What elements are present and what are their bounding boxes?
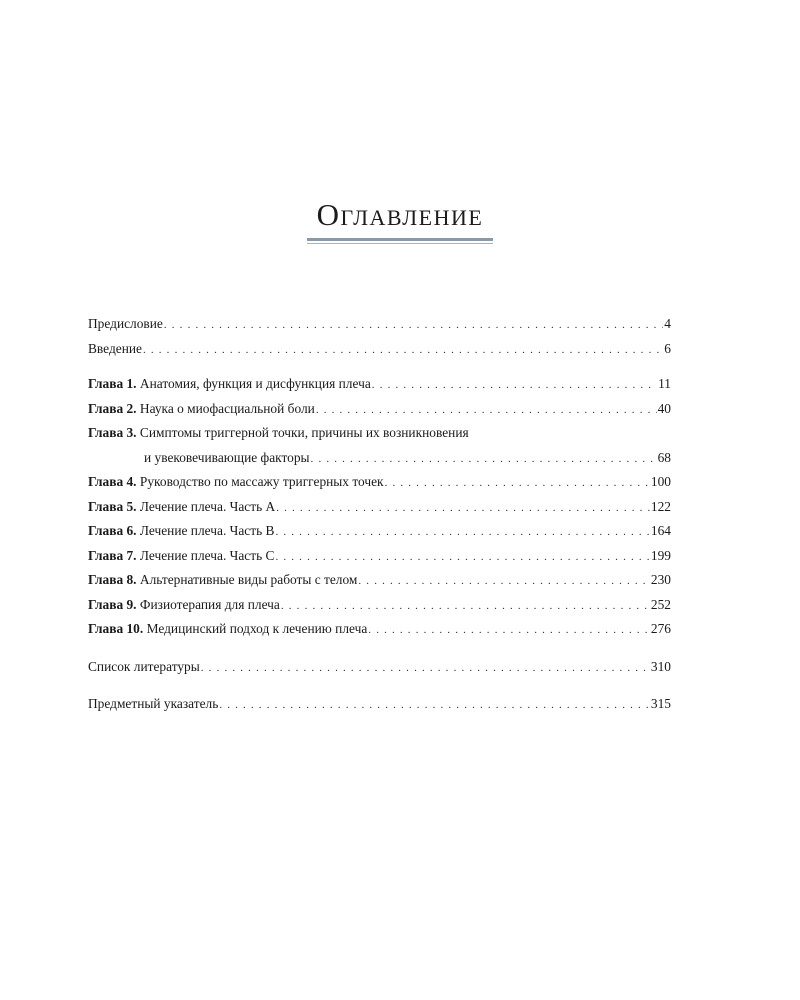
dot-leader	[219, 693, 650, 718]
toc-entry-page: 100	[650, 474, 671, 489]
toc-entry-page: 4	[664, 316, 671, 331]
chapter-prefix: Глава 3.	[88, 425, 137, 440]
toc-entry-label	[88, 495, 275, 520]
chapter-prefix: Глава 6.	[88, 523, 137, 538]
chapter-prefix: Глава 8.	[88, 572, 137, 587]
chapter-title: Руководство по массажу триггерных точек	[139, 474, 384, 489]
dot-leader	[316, 398, 657, 423]
chapter-prefix: Глава 4.	[88, 474, 137, 489]
title-underline	[307, 238, 493, 244]
dot-leader	[358, 569, 650, 594]
toc-entry-page: 276	[650, 621, 671, 636]
toc-entry-label: Предисловие	[88, 316, 163, 331]
chapter-title: Лечение плеча. Часть А	[139, 498, 276, 514]
toc-entry-chapter-2	[88, 397, 671, 422]
chapter-title: Наука о миофасциальной боли	[139, 400, 315, 416]
chapter-title: Лечение плеча. Часть С	[139, 547, 275, 563]
toc-entry-label	[88, 568, 357, 593]
chapter-title: Анатомия, функция и дисфункция плеча	[139, 376, 371, 391]
toc-entry-chapter-5	[88, 495, 671, 520]
chapter-prefix: Глава 10.	[88, 621, 144, 636]
toc-entry-page: 11	[658, 376, 671, 391]
chapter-title: Физиотерапия для плеча	[139, 596, 280, 612]
dot-leader	[201, 656, 650, 681]
toc-entry-page: 122	[650, 498, 671, 514]
toc-entry-page: 40	[657, 400, 671, 416]
toc-entry-label	[88, 593, 280, 618]
toc-entry-label	[88, 519, 274, 544]
dot-leader	[385, 471, 650, 496]
toc-entry-chapter-8	[88, 568, 671, 593]
toc-entry-label: Список литературы	[88, 658, 200, 674]
toc-entry-chapter-3-continued	[88, 446, 671, 471]
title-underline-thick	[307, 238, 493, 241]
toc-entry-introduction	[88, 337, 671, 362]
chapter-prefix: Глава 5.	[88, 498, 137, 514]
chapter-prefix: Глава 7.	[88, 547, 137, 563]
dot-leader	[275, 545, 649, 570]
toc-entry-label	[88, 544, 274, 569]
toc-entry-chapter-9	[88, 593, 671, 618]
chapter-prefix: Глава 1.	[88, 376, 137, 391]
toc-entry-chapter-3	[88, 421, 671, 446]
toc-entry-label	[88, 470, 384, 495]
table-of-contents	[88, 312, 671, 717]
chapter-prefix: Глава 2.	[88, 400, 137, 416]
dot-leader	[311, 447, 657, 472]
toc-entry-page: 230	[650, 572, 671, 587]
toc-entry-page: 315	[650, 696, 671, 711]
chapter-title-continued: и увековечивающие факторы	[144, 449, 310, 465]
title-underline-thin	[307, 243, 493, 244]
toc-entry-page: 252	[650, 596, 671, 612]
toc-entry-label: Предметный указатель	[88, 696, 219, 711]
toc-entry-chapter-10	[88, 617, 671, 642]
chapter-prefix: Глава 9.	[88, 596, 137, 612]
toc-entry-label: Введение	[88, 340, 142, 356]
dot-leader	[275, 520, 649, 545]
toc-entry-page: 199	[650, 547, 671, 563]
dot-leader	[368, 618, 650, 643]
toc-entry-index	[88, 692, 671, 717]
chapter-title: Альтернативные виды работы с телом	[139, 572, 358, 587]
dot-leader	[276, 496, 650, 521]
toc-entry-label	[88, 421, 469, 446]
toc-entry-label	[88, 617, 367, 642]
toc-entry-chapter-7	[88, 544, 671, 569]
chapter-title: Медицинский подход к лечению плеча	[146, 621, 368, 636]
dot-leader	[281, 594, 650, 619]
toc-entry-preface	[88, 312, 671, 337]
title-block	[0, 198, 800, 244]
toc-entry-label	[88, 397, 315, 422]
dot-leader	[164, 313, 663, 338]
dot-leader	[143, 338, 663, 363]
toc-entry-page: 68	[657, 449, 671, 465]
chapter-title: Симптомы триггерной точки, причины их возникновения	[139, 425, 469, 440]
chapter-title: Лечение плеча. Часть В	[139, 523, 275, 538]
toc-entry-chapter-4	[88, 470, 671, 495]
toc-entry-chapter-6	[88, 519, 671, 544]
page-title: Оглавление	[316, 197, 484, 232]
toc-entry-label	[88, 372, 371, 397]
toc-entry-page: 310	[650, 658, 671, 674]
toc-entry-bibliography	[88, 655, 671, 680]
toc-entry-page: 164	[650, 523, 671, 538]
toc-entry-page: 6	[664, 340, 671, 356]
toc-entry-chapter-1	[88, 372, 671, 397]
dot-leader	[372, 373, 657, 398]
